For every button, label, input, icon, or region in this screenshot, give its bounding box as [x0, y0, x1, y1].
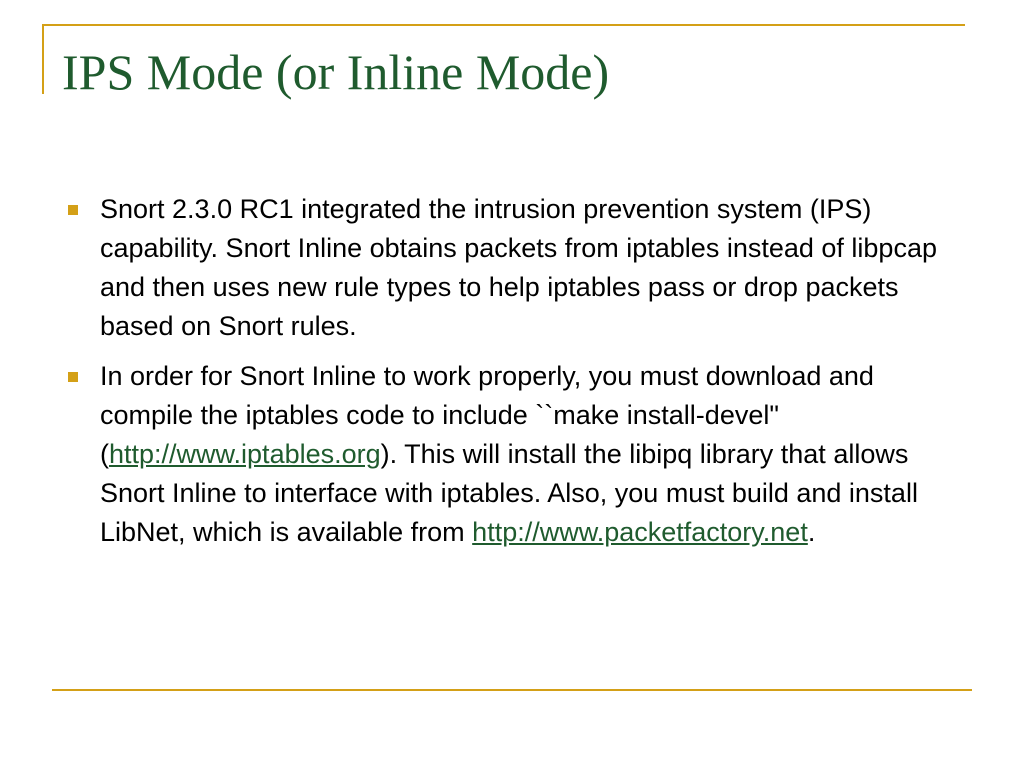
slide-title: IPS Mode (or Inline Mode) [62, 44, 610, 100]
frame-bottom-line [52, 689, 972, 691]
bullet-list [62, 190, 942, 563]
frame-left-line [42, 24, 44, 94]
frame-top-line [42, 24, 965, 26]
bullet-text-part: ). This will install the libipq library that allows Snort Inline to interface with iptables. Also, you must build and install LibNet, which is available from [100, 439, 918, 547]
iptables-link[interactable]: http://www.iptables.org [109, 439, 381, 469]
bullet-text-part: . [807, 517, 816, 547]
bullet-text: Snort 2.3.0 RC1 integrated the intrusion prevention system (IPS) capability. Snort Inline obtains packets from iptables instead of libpcap and then uses new rule types to help iptables pass or drop packets based on Snort rules. [100, 194, 937, 341]
bullet-item-snort-ips [62, 190, 942, 346]
bullet-item-inline-setup [62, 357, 942, 552]
bullet-text-part: In order for Snort Inline to work properly, you must download and compile the iptables code to include ``make install-devel" ( [100, 361, 874, 469]
square-bullet-icon [68, 372, 78, 382]
packetfactory-link[interactable]: http://www.packetfactory.net [472, 517, 808, 547]
square-bullet-icon [68, 205, 78, 215]
